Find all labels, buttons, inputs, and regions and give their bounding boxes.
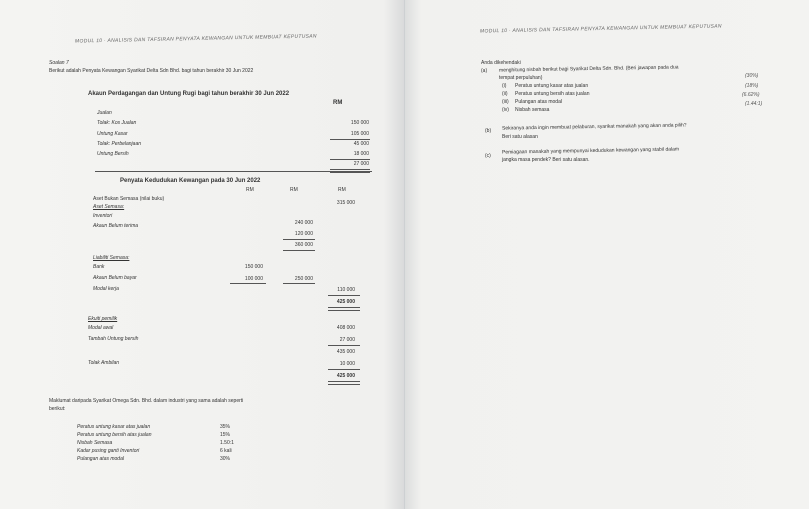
question-a-text-cont: tempat perpuluhan) [499, 75, 543, 81]
ratio-value: 15% [220, 432, 231, 438]
question-a-label: (a) [481, 68, 488, 74]
ratio-label: Nisbah Semasa [77, 440, 113, 446]
question-b-label: (b) [485, 128, 492, 134]
drawings-value: 10 000 [339, 361, 355, 367]
inventory-value: 240 000 [294, 220, 313, 226]
current-liabilities-heading: Liabiliti Semasa: [93, 255, 130, 261]
question-b-text-cont: Beri satu alasan [502, 134, 538, 140]
income-label: Jualan [97, 110, 112, 116]
underline [330, 139, 370, 140]
total-equity-value: 425 000 [336, 373, 355, 379]
left-page [0, 0, 404, 509]
add-profit-value: 27 000 [339, 337, 355, 343]
current-assets-heading: Aset Semasa: [93, 204, 125, 210]
divider [95, 171, 372, 172]
intro-text: Berikut adalah Penyata Kewangan Syarikat Delta Sdn Bhd. bagi tahun berakhir 30 Jun 2022 [49, 68, 254, 74]
handwritten-mark: (1.44:1) [745, 101, 763, 107]
equity-heading: Ekuiti pemilik [88, 316, 118, 322]
underline [330, 159, 370, 160]
column-header-rm: RM [290, 187, 298, 193]
ratio-value: 1.50:1 [220, 440, 234, 446]
handwritten-mark: (6.62%) [742, 92, 760, 98]
handwritten-mark: (30%) [745, 73, 759, 79]
income-label: Tolak: Kos Jualan [97, 120, 137, 126]
ratio-value: 35% [220, 424, 231, 430]
income-value: 105 000 [350, 131, 369, 137]
total-assets-value: 425 000 [336, 299, 355, 305]
income-label: Tolak: Perbelanjaan [97, 141, 142, 147]
column-header-rm: RM [338, 187, 346, 193]
double-underline [328, 307, 360, 311]
non-current-assets-value: 315 000 [336, 200, 355, 206]
income-label: Untung Kasar [97, 131, 128, 137]
current-assets-total: 360 000 [294, 242, 313, 248]
question-number: Soalan 7 [49, 60, 69, 66]
inventory-label: Inventori [93, 213, 113, 219]
ratio-label: Peratus untung bersih atas jualan [77, 432, 152, 438]
sub-item-number: (ii) [502, 91, 508, 97]
instruction: Anda dikehendaki [481, 60, 521, 66]
income-value: 18 000 [353, 151, 369, 157]
ratio-label: Kadar pusing ganti Inventori [77, 448, 140, 454]
payables-label: Akaun Belum bayar [93, 275, 137, 281]
rm-header: RM [333, 100, 343, 106]
underline [283, 283, 315, 284]
sub-item-text: Nisbah semasa [515, 107, 550, 113]
income-value: 150 000 [350, 120, 369, 126]
question-c-label: (c) [485, 153, 491, 159]
sub-item-number: (iii) [502, 99, 509, 105]
bank-value: 150 000 [244, 264, 263, 270]
underline [328, 369, 360, 370]
right-page [405, 0, 809, 509]
working-capital-label: Modal kerja [93, 286, 119, 292]
opening-capital-label: Modal awal [88, 325, 114, 331]
question-c-text: Pemiagaan manakah yang mempunyai kedudukan kewangan yang stabil dalam [501, 146, 680, 156]
income-statement-title: Akaun Perdagangan dan Untung Rugi bagi tahun berakhir 30 Jun 2022 [88, 91, 290, 97]
equity-subtotal: 435 000 [336, 349, 355, 355]
question-c-text-cont: jangka masa pendek? Beri satu alasan. [502, 157, 590, 163]
add-profit-label: Tambah Untung bersih [88, 336, 139, 342]
payables-value: 100 000 [244, 276, 263, 282]
drawings-label: Tolak Ambilan [88, 360, 120, 366]
net-profit-total: 27 000 [353, 161, 369, 167]
underline [328, 345, 360, 346]
question-a-text: menghitung nisbah berikut bagi Syarikat Delta Sdn. Bhd. (Beri jawapan pada dua [498, 64, 679, 74]
underline [328, 295, 360, 296]
underline [283, 250, 315, 251]
question-b-text: Sekiranya anda ingin membuat pelaburan, syarikat manakah yang akan anda pilih? [501, 122, 687, 132]
income-label: Untung Bersih [97, 151, 129, 157]
current-liabilities-total: 250 000 [294, 276, 313, 282]
underline [230, 283, 266, 284]
working-capital-value: 110 000 [337, 287, 355, 293]
double-underline [328, 381, 360, 385]
sub-item-text: Pulangan atas modal [515, 99, 562, 105]
sub-item-number: (i) [502, 83, 507, 89]
comparison-intro: Maklumat daripada Syarikat Omega Sdn. Bhd. dalam industri yang sama adalah seperti [49, 398, 244, 404]
column-header-rm: RM [246, 187, 254, 193]
sub-item-number: (iv) [502, 107, 509, 113]
non-current-assets-label: Aset Bukan Semasa (nilai buku) [93, 196, 165, 202]
sub-item-text: Peratus untung kasar atas jualan [515, 83, 589, 89]
comparison-intro-cont: berikut: [49, 406, 66, 412]
income-value: 45 000 [353, 141, 369, 147]
ratio-label: Peratus untung kasar atas jualan [77, 424, 151, 430]
ratio-label: Pulangan atas modal [77, 456, 124, 462]
balance-sheet-title: Penyata Kedudukan Kewangan pada 30 Jun 2022 [120, 178, 261, 184]
underline [283, 239, 315, 240]
bank-label: Bank [93, 264, 105, 270]
page-header: MODUL 10 · ANALISIS DAN TAFSIRAN PENYATA KEWANGAN UNTUK MEMBUAT KEPUTUSAN [479, 23, 722, 35]
receivables-value: 120 000 [294, 231, 313, 237]
handwritten-mark: (18%) [745, 83, 759, 89]
page-header: MODUL 10 · ANALISIS DAN TAFSIRAN PENYATA KEWANGAN UNTUK MEMBUAT KEPUTUSAN [74, 33, 317, 45]
opening-capital-value: 408 000 [336, 325, 355, 331]
ratio-value: 6 kali [220, 448, 232, 454]
sub-item-text: Peratus untung bersih atas jualan [515, 91, 590, 97]
ratio-value: 30% [220, 456, 231, 462]
receivables-label: Akaun Belum terima [93, 223, 139, 229]
